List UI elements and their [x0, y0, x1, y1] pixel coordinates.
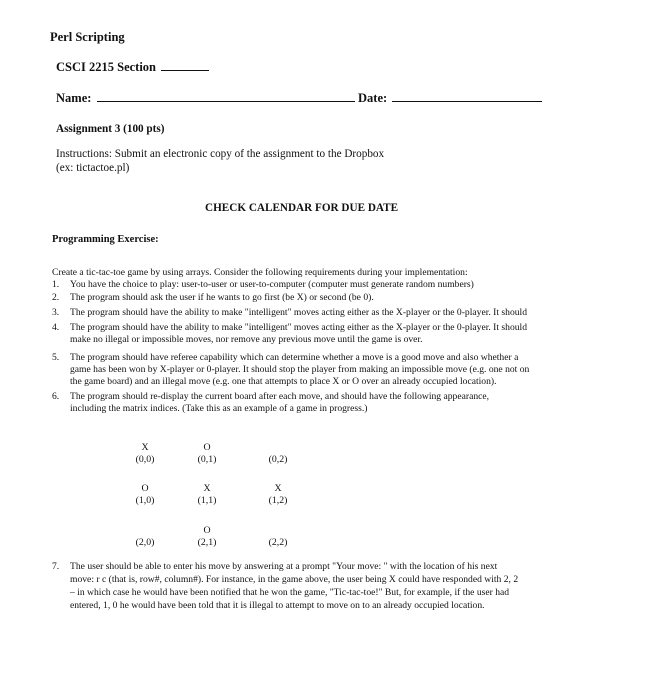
section-line [56, 60, 209, 75]
cell-index: (2,1) [197, 537, 217, 548]
cell-index: (1,1) [197, 495, 217, 506]
req-num: 2. [52, 292, 60, 303]
req-line: You have the choice to play: user-to-user or user-to-computer (computer must generate random numbers) [70, 279, 474, 290]
req-num: 7. [52, 561, 60, 572]
cell-mark: O [203, 442, 211, 453]
board-cell [187, 442, 227, 466]
board-cell [187, 525, 227, 549]
date-label: Date: [358, 91, 388, 105]
board-cell [187, 483, 227, 507]
course-title: Perl Scripting [50, 30, 125, 44]
cell-mark: O [141, 483, 149, 494]
req-line: The program should re-display the current board after each move, and should have the following appearance, [70, 391, 490, 402]
req-line: The program should have the ability to make "intelligent" moves acting either as the X-player or the 0-player. It should [70, 322, 528, 333]
req-line: The program should have the ability to make "intelligent" moves acting either as the X-player or the 0-player. It should [70, 307, 528, 318]
req-line: including the matrix indices. (Take this as an example of a game in progress.) [70, 403, 368, 414]
req-line: entered, 1, 0 he would have been told that it is illegal to attempt to move on to an already occupied location. [70, 600, 485, 611]
name-blank [97, 100, 355, 102]
cell-index: (0,0) [135, 454, 155, 465]
name-line [56, 91, 355, 106]
cell-index: (1,0) [135, 495, 155, 506]
cell-mark: O [203, 525, 211, 536]
assignment-title: Assignment 3 (100 pts) [56, 123, 165, 135]
cell-index: (1,2) [268, 495, 288, 506]
req-num: 6. [52, 391, 60, 402]
intro-text: Create a tic-tac-toe game by using arrays. Consider the following requirements during your implementation: [52, 267, 468, 278]
cell-index: (2,2) [268, 537, 288, 548]
req-line: – in which case he would have been notified that he won the game, "Tic-tac-toe!" But, for example, if the user had [70, 587, 510, 598]
cell-mark [258, 525, 298, 537]
instructions-line-2: (ex: tictactoe.pl) [56, 162, 130, 174]
section-label: CSCI 2215 Section [56, 60, 157, 74]
board-cell [258, 483, 298, 507]
req-num: 3. [52, 307, 60, 318]
board-cell [258, 442, 298, 466]
req-line: make no illegal or impossible moves, nor remove any previous move until the game is over. [70, 334, 423, 345]
req-line: move: r c (that is, row#, column#). For instance, in the game above, the user being X could have responded with 2, 2 [70, 574, 519, 585]
date-line [358, 91, 542, 106]
name-label: Name: [56, 91, 92, 105]
date-blank [392, 100, 542, 102]
section-blank [161, 69, 209, 71]
cell-index: (2,0) [135, 537, 155, 548]
req-line: The program should ask the user if he wants to go first (be X) or second (be 0). [70, 292, 374, 303]
req-num: 4. [52, 322, 60, 333]
cell-mark: X [274, 483, 282, 494]
board-cell [125, 525, 165, 549]
cell-index: (0,1) [197, 454, 217, 465]
board-cell [125, 483, 165, 507]
exercise-heading: Programming Exercise: [52, 234, 159, 245]
req-line: game has been won by X-player or 0-player. It should stop the player from making an impossible move (e.g. one not on [70, 364, 530, 375]
board-cell [258, 525, 298, 549]
cell-mark [125, 525, 165, 537]
req-line: the game board) and an illegal move (e.g. one that attempts to place X or O over an already occupied location). [70, 376, 497, 387]
due-date-notice: CHECK CALENDAR FOR DUE DATE [205, 202, 399, 214]
cell-mark: X [203, 483, 211, 494]
req-num: 1. [52, 279, 60, 290]
cell-mark: X [141, 442, 149, 453]
cell-mark [258, 442, 298, 454]
req-line: The program should have referee capability which can determine whether a move is a good move and also whether a [70, 352, 519, 363]
req-line: The user should be able to enter his move by answering at a prompt "Your move: " with the location of his next [70, 561, 498, 572]
cell-index: (0,2) [268, 454, 288, 465]
board-cell [125, 442, 165, 466]
instructions-line-1: Instructions: Submit an electronic copy of the assignment to the Dropbox [56, 148, 385, 160]
req-num: 5. [52, 352, 60, 363]
